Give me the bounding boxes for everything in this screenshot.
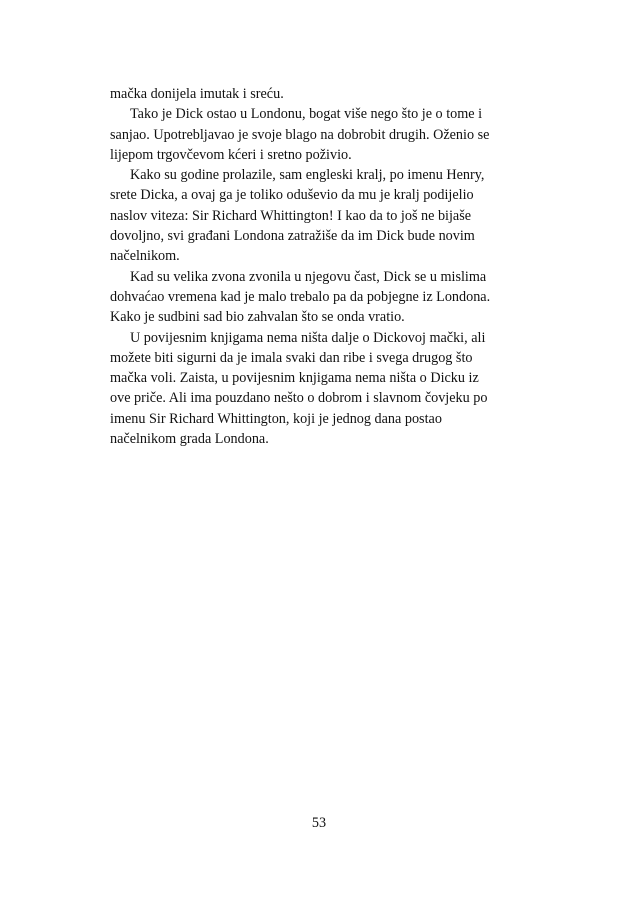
- text-line: sanjao. Upotrebljavao je svoje blago na dobrobit drugih. Oženio se: [110, 126, 490, 143]
- text-line: dohvaćao vremena kad je malo trebalo pa da pobjegne iz Londona.: [110, 288, 491, 305]
- text-line: dovoljno, svi građani Londona zatražiše da im Dick bude novim: [110, 228, 475, 245]
- text-line: Kako su godine prolazile, sam engleski kralj, po imenu Henry,: [130, 167, 485, 184]
- text-line: naslov viteza: Sir Richard Whittington! I kao da to još ne bijaše: [110, 207, 472, 224]
- text-line: načelnikom.: [110, 248, 180, 265]
- text-line: možete biti sigurni da je imala svaki dan ribe i svega drugog što: [110, 349, 473, 366]
- text-line: imenu Sir Richard Whittington, koji je jednog dana postao: [110, 410, 442, 427]
- text-line: Kad su velika zvona zvonila u njegovu čast, Dick se u mislima: [130, 268, 487, 285]
- text-line: srete Dicka, a ovaj ga je toliko oduševio da mu je kralj podijelio: [110, 187, 474, 204]
- text-line: U povijesnim knjigama nema ništa dalje o Dickovoj mački, ali: [130, 329, 486, 346]
- text-line: mačka voli. Zaista, u povijesnim knjigama nema ništa o Dicku iz: [110, 370, 479, 387]
- text-line: ove priče. Ali ima pouzdano nešto o dobrom i slavnom čovjeku po: [110, 390, 488, 407]
- text-line: Tako je Dick ostao u Londonu, bogat više nego što je o tome i: [130, 106, 483, 123]
- text-line: lijepom trgovčevom kćeri i sretno poživio.: [110, 146, 352, 163]
- text-line: načelnikom grada Londona.: [110, 431, 269, 448]
- body-text: [110, 84, 530, 449]
- text-line: mačka donijela imutak i sreću.: [110, 86, 284, 102]
- text-line: Kako je sudbini sad bio zahvalan što se onda vratio.: [110, 309, 405, 326]
- page-number: 53: [311, 815, 327, 831]
